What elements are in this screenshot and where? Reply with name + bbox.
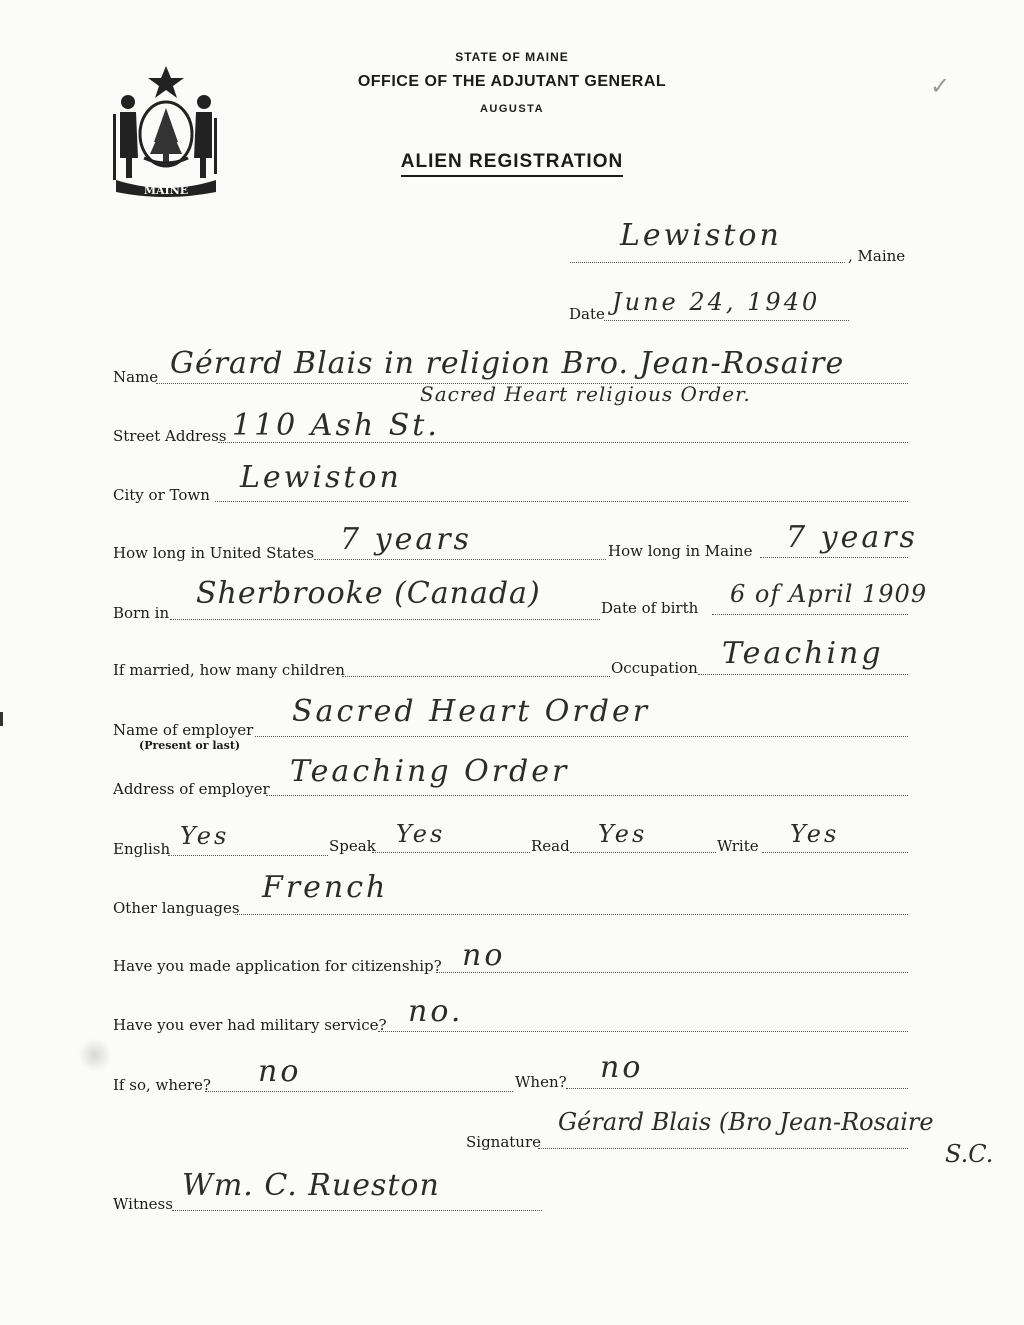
born-line [170,619,600,620]
employer-label: Name of employer [113,721,254,739]
witness-value: Wm. C. Rueston [182,1168,440,1203]
maine-line [760,557,908,558]
other-languages-value: French [262,870,389,905]
other-languages-label: Other languages [113,899,240,917]
speak-label: Speak [329,837,376,855]
check-mark-icon: ✓ [930,72,951,100]
maine-value: 7 years [786,520,918,555]
military-label: Have you ever had military service? [113,1016,387,1034]
english-value: Yes [180,822,230,850]
place-label: , Maine [848,247,906,265]
city-label: City or Town [113,486,210,504]
children-line [342,676,610,677]
signature-value: Gérard Blais (Bro Jean-Rosaire [558,1108,934,1136]
occupation-label: Occupation [611,659,698,677]
form-title: ALIEN REGISTRATION [0,151,1024,173]
margin-mark [0,712,3,726]
city-line [215,501,908,502]
signature-value-line2: S.C. [945,1140,994,1168]
when-label: When? [515,1073,567,1091]
us-value: 7 years [340,522,472,557]
where-label: If so, where? [113,1076,211,1094]
employer-address-value: Teaching Order [290,754,570,789]
place-line [570,262,845,263]
city-heading: AUGUSTA [479,103,545,115]
dob-line [712,614,908,615]
witness-line [172,1210,542,1211]
employer-line [255,736,908,737]
where-line [205,1091,513,1092]
military-line [378,1031,908,1032]
street-value: 110 Ash St. [232,408,440,443]
us-line [314,559,606,560]
occupation-value: Teaching [722,636,884,671]
other-languages-line [235,914,908,915]
date-value: June 24, 1940 [612,288,821,316]
born-value: Sherbrooke (Canada) [196,576,541,611]
signature-label: Signature [466,1133,542,1151]
svg-text:MAINE: MAINE [143,184,189,197]
when-value: no [600,1050,644,1085]
date-line [604,320,849,321]
dob-label: Date of birth [601,599,699,617]
employer-sublabel: (Present or last) [139,739,241,752]
born-label: Born in [113,604,170,622]
street-label: Street Address [113,427,227,445]
state-seal-icon [110,62,222,202]
place-value: Lewiston [620,218,782,253]
english-label: English [113,840,171,858]
employer-address-line [266,795,908,796]
citizenship-value: no [462,938,506,973]
citizenship-label: Have you made application for citizenship? [113,957,442,975]
children-label: If married, how many children [113,661,345,679]
write-label: Write [717,837,759,855]
us-label: How long in United States [113,544,315,562]
occupation-line [698,674,908,675]
speak-value: Yes [396,820,446,848]
name-value-line2: Sacred Heart religious Order. [420,382,751,406]
office-heading: OFFICE OF THE ADJUTANT GENERAL [357,73,667,90]
signature-line [538,1148,908,1149]
paper-stain [78,1038,112,1072]
dob-value: 6 of April 1909 [730,580,928,608]
write-line [762,852,908,853]
read-label: Read [531,837,570,855]
city-value: Lewiston [240,460,402,495]
read-value: Yes [598,820,648,848]
employer-value: Sacred Heart Order [292,694,651,729]
read-line [570,852,716,853]
name-label: Name [113,368,159,386]
speak-line [372,852,530,853]
citizenship-line [436,972,908,973]
when-line [566,1088,908,1089]
write-value: Yes [790,820,840,848]
state-heading: STATE OF MAINE [455,50,569,64]
where-value: no [258,1054,302,1089]
english-line [168,855,328,856]
employer-address-label: Address of employer [113,780,270,798]
date-label: Date [569,305,605,323]
witness-label: Witness [113,1195,173,1213]
maine-label: How long in Maine [608,542,753,560]
military-value: no. [408,994,464,1029]
name-value: Gérard Blais in religion Bro. Jean-Rosaire [170,346,845,381]
